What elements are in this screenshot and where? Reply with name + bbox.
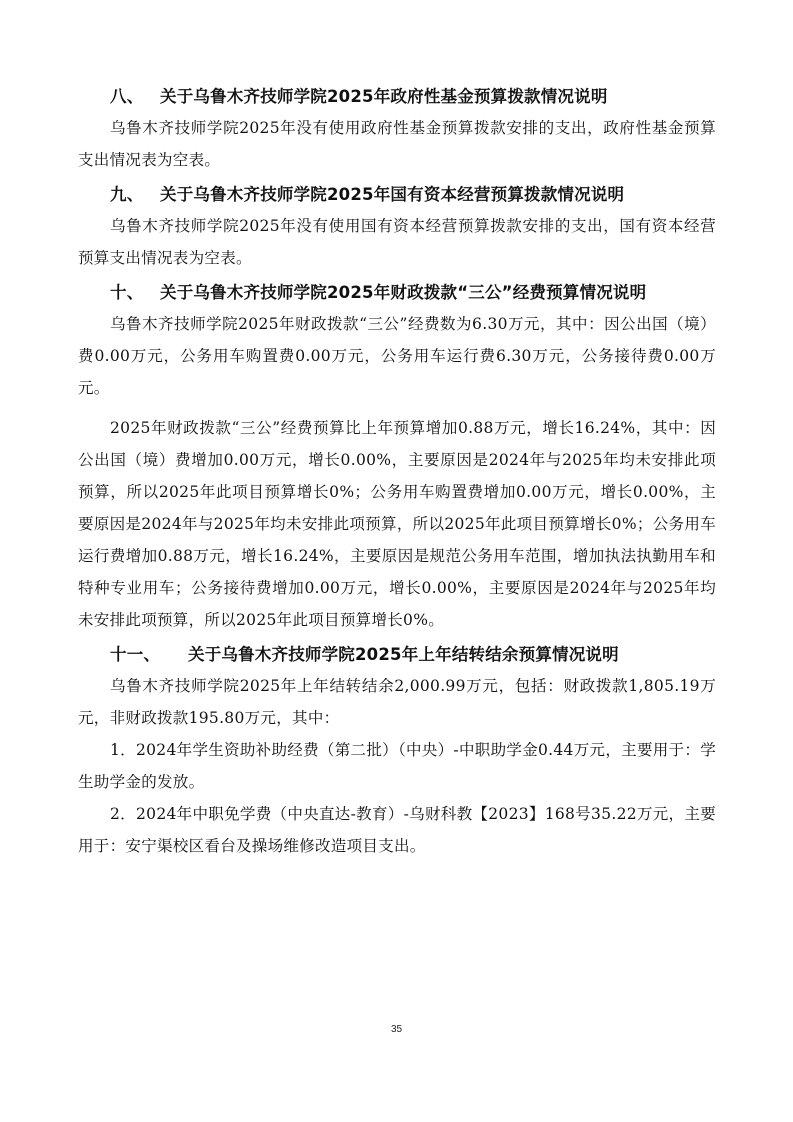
section-10-heading xyxy=(78,278,716,308)
section-11-paragraph-1: 乌鲁木齐技师学院2025年上年结转结余2,000.99万元，包括：财政拨款1,805.19万元，非财政拨款195.80万元，其中： xyxy=(78,677,716,727)
section-11-item-1: 1．2024年学生资助补助经费（第二批）（中央）-中职助学金0.44万元，主要用于：学生助学金的发放。 xyxy=(78,741,716,791)
section-9-heading xyxy=(78,180,716,210)
section-8-number: 八、 xyxy=(110,87,144,106)
page-number: 35 xyxy=(390,1024,403,1035)
section-8-title: 关于乌鲁木齐技师学院2025年政府性基金预算拨款情况说明 xyxy=(160,87,608,106)
section-11-title: 关于乌鲁木齐技师学院2025年上年结转结余预算情况说明 xyxy=(188,645,619,664)
section-10-title: 关于乌鲁木齐技师学院2025年财政拨款“三公”经费预算情况说明 xyxy=(160,283,647,302)
section-10-paragraph-2: 2025年财政拨款“三公”经费预算比上年预算增加0.88万元，增长16.24%，其中：因公出国（境）费增加0.00万元，增长0.00%，主要原因是2024年与2025年均未安排此项预算，所以2025年此项目预算增长0%；公务用车购置费增加0.00万元，增长0.00%，主要原因是2024年与2025年均未安排此项预算，所以2025年此项目预算增长0%；公务用车运行费增加0.88万元，增长16.24%，主要原因是规范公务用车范围，增加执法执勤用车和特种专业用车；公务接待费增加0.00万元，增长0.00%，主要原因是2024年与2025年均未安排此项预算，所以2025年此项目预算增长0%。 xyxy=(78,419,716,629)
section-10-number: 十、 xyxy=(110,283,144,302)
section-10-paragraph-1: 乌鲁木齐技师学院2025年财政拨款“三公”经费数为6.30万元，其中：因公出国（境）费0.00万元，公务用车购置费0.00万元，公务用车运行费6.30万元，公务接待费0.00万元。 xyxy=(78,315,716,397)
section-8-paragraph: 乌鲁木齐技师学院2025年没有使用政府性基金预算拨款安排的支出，政府性基金预算支出情况表为空表。 xyxy=(78,119,716,169)
section-11-item-2: 2．2024年中职免学费（中央直达-教育）-乌财科教【2023】168号35.22万元，主要用于：安宁渠校区看台及操场维修改造项目支出。 xyxy=(78,805,716,855)
section-9-title: 关于乌鲁木齐技师学院2025年国有资本经营预算拨款情况说明 xyxy=(160,185,625,204)
section-8-heading xyxy=(78,82,716,112)
document-body xyxy=(78,82,716,862)
section-11-heading xyxy=(78,640,716,670)
section-9-number: 九、 xyxy=(110,185,144,204)
section-9-paragraph: 乌鲁木齐技师学院2025年没有使用国有资本经营预算拨款安排的支出，国有资本经营预算支出情况表为空表。 xyxy=(78,217,716,267)
section-11-number: 十一、 xyxy=(110,645,161,664)
